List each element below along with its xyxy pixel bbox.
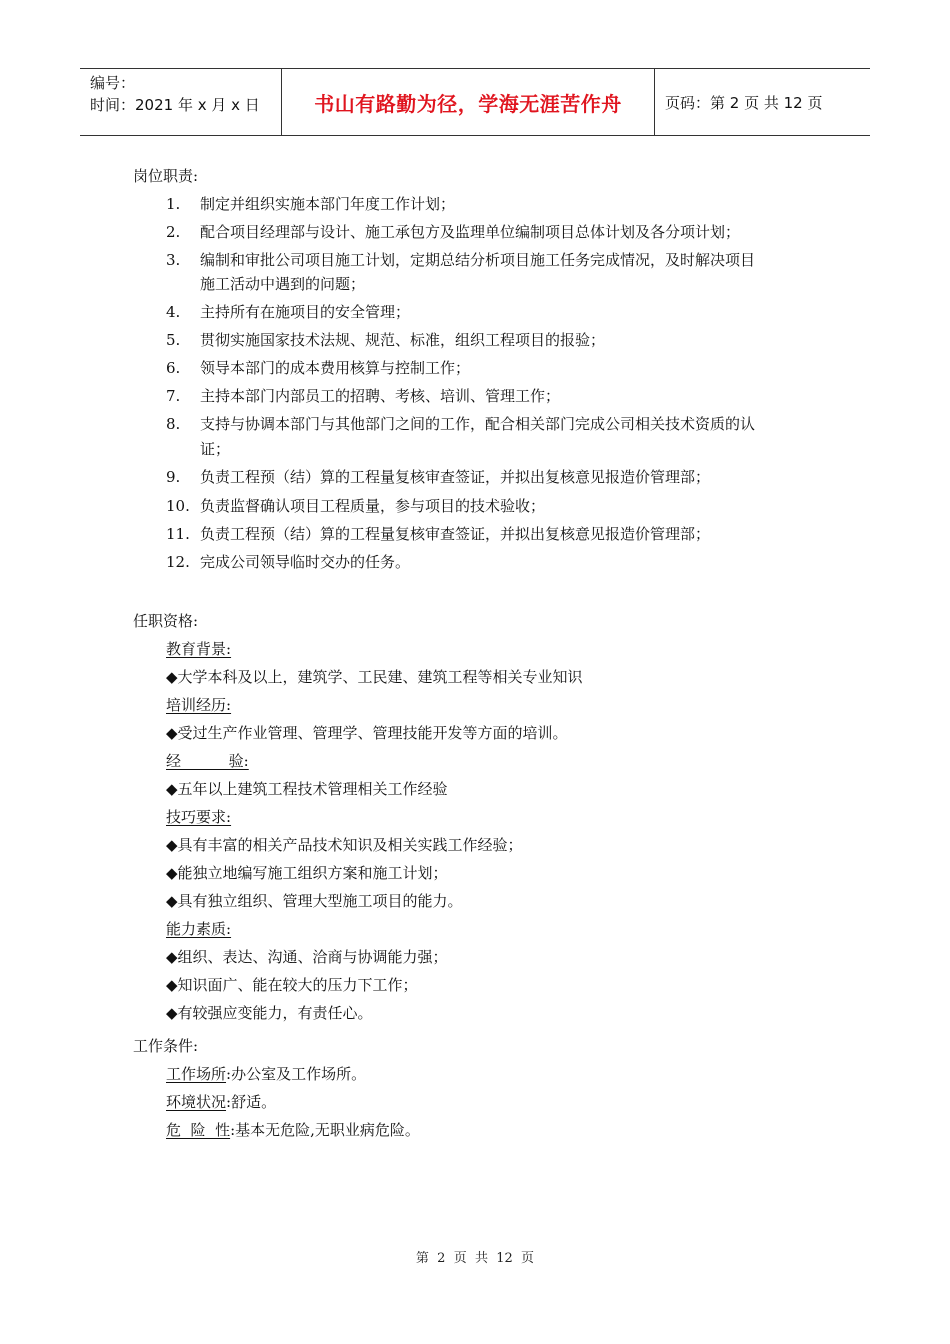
experience-label: 经 验: (166, 752, 249, 770)
duty-number: 1. (166, 195, 181, 213)
danger-value: :基本无危险,无职业病危险。 (230, 1121, 420, 1139)
duty-item: 负责监督确认项目工程质量，参与项目的技术验收； (200, 497, 546, 515)
page-footer (0, 1247, 950, 1266)
danger-row (166, 1120, 420, 1140)
abilities-item: ◆知识面广、能在较大的压力下工作； (166, 976, 418, 994)
duty-item: 负责工程预（结）算的工程量复核审查签证，并拟出复核意见报造价管理部； (200, 525, 711, 543)
duty-number: 11. (166, 525, 190, 543)
duty-item: 主持所有在施项目的安全管理； (200, 303, 411, 321)
duty-number: 2. (166, 223, 181, 241)
danger-label: 危 险 性 (166, 1121, 231, 1139)
abilities-item: ◆有较强应变能力，有责任心。 (166, 1004, 373, 1022)
skills-item: ◆能独立地编写施工组织方案和施工计划； (166, 864, 448, 882)
header-page-number: 页码：第 2 页 共 12 页 (665, 93, 823, 112)
footer-page-number: 第 2 页 共 12 页 (415, 1251, 535, 1266)
duty-item: 主持本部门内部员工的招聘、考核、培训、管理工作； (200, 387, 561, 405)
duty-item: 制定并组织实施本部门年度工作计划； (200, 195, 456, 213)
duties-title: 岗位职责: (133, 167, 199, 185)
abilities-label: 能力素质: (166, 920, 232, 938)
duty-item: 贯彻实施国家技术法规、规范、标准，组织工程项目的报验； (200, 331, 606, 349)
training-label: 培训经历: (166, 696, 232, 714)
duty-number: 3. (166, 251, 181, 269)
document-header (80, 68, 870, 136)
duty-number: 8. (166, 415, 181, 433)
duty-item: 负责工程预（结）算的工程量复核审查签证，并拟出复核意见报造价管理部； (200, 468, 711, 486)
code-label: 编号： (90, 74, 136, 92)
duty-number: 4. (166, 303, 181, 321)
duty-number: 5. (166, 331, 181, 349)
education-label: 教育背景: (166, 640, 232, 658)
duty-number: 6. (166, 359, 181, 377)
duty-item: 支持与协调本部门与其他部门之间的工作，配合相关部门完成公司相关技术资质的认 (200, 415, 756, 433)
header-motto: 书山有路勤为径，学海无涯苦作舟 (282, 69, 655, 135)
qualifications-title: 任职资格: (133, 612, 199, 630)
duty-number: 9. (166, 468, 181, 486)
work-place-row (166, 1064, 366, 1084)
skills-item: ◆具有独立组织、管理大型施工项目的能力。 (166, 892, 463, 910)
training-item: ◆受过生产作业管理、管理学、管理技能开发等方面的培训。 (166, 724, 568, 742)
duty-item: 完成公司领导临时交办的任务。 (200, 553, 411, 571)
environment-row (166, 1092, 276, 1112)
duty-number: 12. (166, 553, 190, 571)
duty-item-continuation: 证； (200, 440, 231, 458)
duty-number: 10. (166, 497, 190, 515)
work-place-label: 工作场所 (166, 1065, 227, 1083)
skills-label: 技巧要求: (166, 808, 232, 826)
work-place-value: :办公室及工作场所。 (226, 1065, 367, 1083)
duty-item: 领导本部门的成本费用核算与控制工作； (200, 359, 471, 377)
duty-number: 7. (166, 387, 181, 405)
abilities-item: ◆组织、表达、沟通、洽商与协调能力强； (166, 948, 448, 966)
duty-item-continuation: 施工活动中遇到的问题； (200, 275, 366, 293)
experience-item: ◆五年以上建筑工程技术管理相关工作经验 (166, 780, 448, 798)
conditions-title: 工作条件: (133, 1037, 199, 1055)
environment-value: :舒适。 (226, 1093, 277, 1111)
environment-label: 环境状况 (166, 1093, 227, 1111)
time-label: 时间：2021 年 x 月 x 日 (90, 96, 260, 114)
education-item: ◆大学本科及以上，建筑学、工民建、建筑工程等相关专业知识 (166, 668, 583, 686)
duty-item: 配合项目经理部与设计、施工承包方及监理单位编制项目总体计划及各分项计划； (200, 223, 741, 241)
skills-item: ◆具有丰富的相关产品技术知识及相关实践工作经验； (166, 836, 523, 854)
header-meta (80, 69, 282, 135)
duty-item: 编制和审批公司项目施工计划，定期总结分析项目施工任务完成情况，及时解决项目 (200, 251, 756, 269)
